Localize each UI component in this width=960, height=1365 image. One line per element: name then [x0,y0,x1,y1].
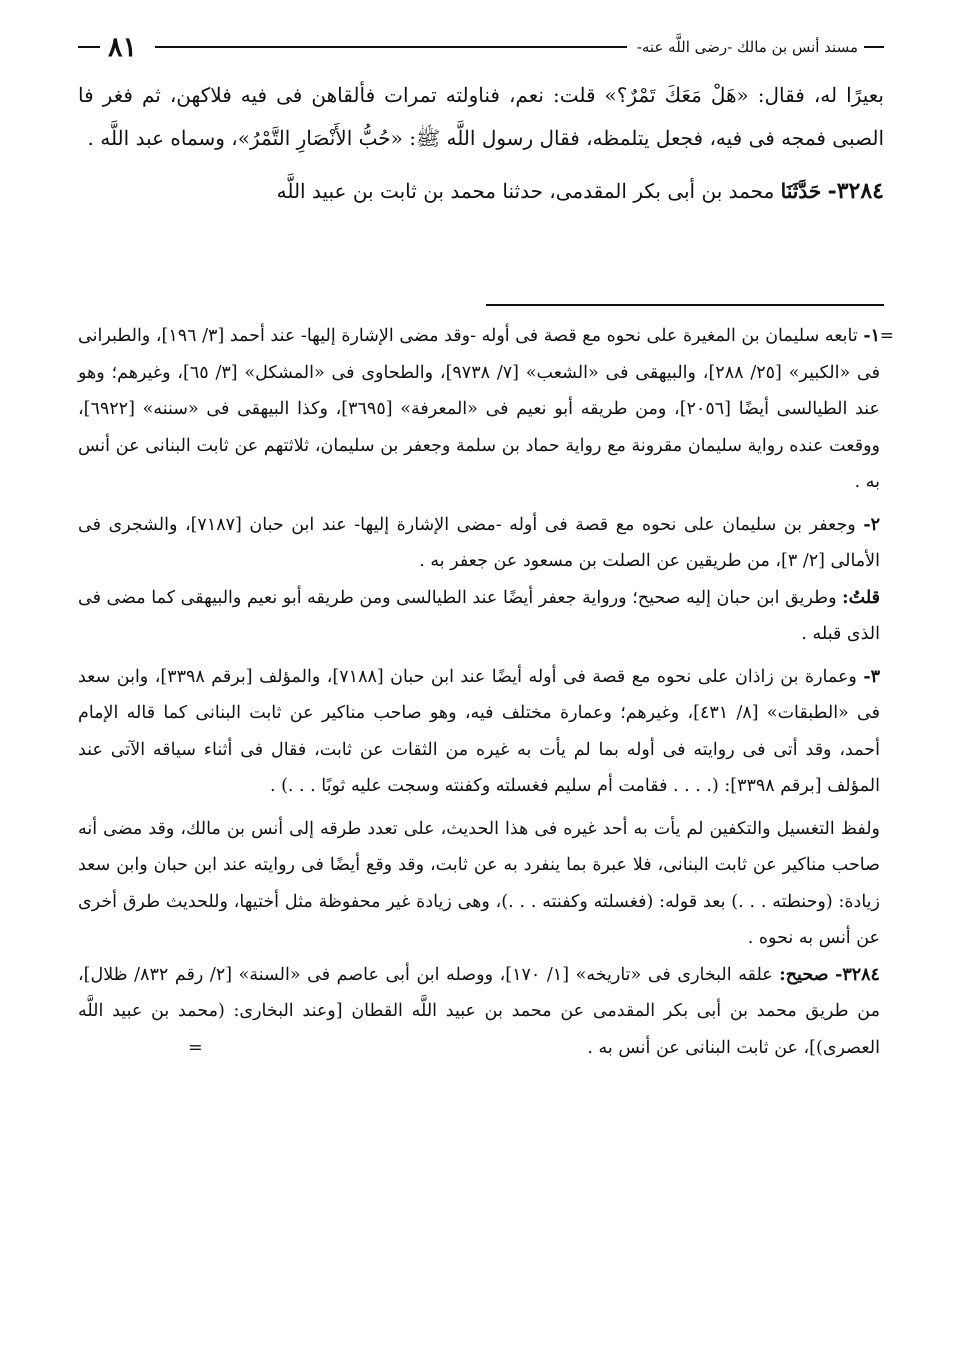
header-rule-right [864,46,884,48]
page-number: ٨١ [108,31,138,63]
hadith-line [78,170,884,213]
footnote-1 [78,318,880,501]
running-title: مسند أنس بن مالك -رضى اللَّه عنه- [636,38,858,56]
footnote-hadith-text: علقه البخارى فى «تاريخه» [١/ ١٧٠]، ووصله ابن أبى عاصم فى «السنة» [٢/ رقم ٨٣٢/ ظلال]، من طريق محمد بن أبى بكر المقدمى عن محمد بن عبيد اللَّه القطان [وعند البخارى: (محمد بن عبيد اللَّه العصرى)]، عن ثابت البنانى عن أنس به . [78,964,880,1058]
footnote-separator [486,304,884,306]
hadith-number: ٣٢٨٤- [827,178,884,204]
continuation-mark: = [879,326,894,346]
footnote-hadith [78,957,880,1067]
qult-label: قلتُ: [842,587,880,608]
footnote-3 [78,659,880,805]
qult-text: وطريق ابن حبان إليه صحيح؛ ورواية جعفر أيضًا عند الطيالسى ومن طريقه أبو نعيم والبيهقى كما مضى فى الذى قبله . [78,587,880,644]
grading-label: صحيح: [779,964,829,985]
footnote-2-text: وجعفر بن سليمان على نحوه مع قصة فى أوله -مضى الإشارة إليها- عند ابن حبان [٧١٨٧]، والشجرى فى الأمالى [٢/ ٣]، من طريقين عن الصلت بن مسعود عن جعفر به . [78,514,880,571]
footnote-2 [78,507,880,580]
footnote-paragraph-4: ولفظ التغسيل والتكفين لم يأت به أحد غيره فى هذا الحديث، على تعدد طرقه إلى أنس بن مالك، وقد مضى أنه صاحب مناكير عن ثابت البنانى، فلا عبرة بما ينفرد به عن ثابت، وقد وقع أيضًا فى روايته عند ابن حبان وابن سعد زيادة: (وحنطته . . .) بعد قوله: (فغسلته وكفنته . . .)، وهى زيادة غير محفوظة مثل أختيها، وللحديث طرق أخرى عن أنس به نحوه . [78,818,880,948]
hadith-text: محمد بن أبى بكر المقدمى، حدثنا محمد بن ثابت بن عبيد اللَّه [276,179,775,203]
hadith-keyword: حَدَّثَنَا [780,179,822,203]
header-rule [155,46,627,48]
footnote-hadith-number: ٣٢٨٤- [835,964,880,985]
footnote-qult [78,580,880,653]
footnote-3-number: ٣- [863,666,881,687]
footnote-3-text: وعمارة بن زاذان على نحوه مع قصة فى أوله أيضًا عند ابن حبان [٧١٨٨]، والمؤلف [برقم ٣٣٩٨]، وابن سعد فى «الطبقات» [٨/ ٤٣١]، وغيرهم؛ وعمارة مختلف فيه، وهو صاحب مناكير عن ثابت البنانى كما قاله الإمام أحمد، وقد أتى فى روايته فى أوله بما لم يأت به غيره من الثقات عن ثابت، فقال فى أثناء سياقه الآتى عند المؤلف [برقم ٣٣٩٨]: (. . . . فقامت أم سليم فغسلته وكفنته وسجت عليه ثوبًا . . .) . [78,666,880,796]
footnotes [78,318,894,1066]
footnote-1-text: تابعه سليمان بن المغيرة على نحوه مع قصة فى أوله -وقد مضى الإشارة إليها- عند أحمد [٣/ ١٩٦]، والطبرانى فى «الكبير» [٢٥/ ٢٨٨]، والبيهقى فى «الشعب» [٧/ ٩٧٣٨]، والطحاوى فى «المشكل» [٣/ ٦٥]، وغيرهم؛ وهو عند الطيالسى أيضًا [٢٠٥٦]، ومن طريقه أبو نعيم فى «المعرفة» [٣٦٩٥]، وكذا البيهقى فى «سننه» [٦٩٢٢]، ووقعت عنده رواية سليمان مقرونة مع رواية حماد بن سلمة وجعفر بن سليمان، ثلاثتهم عن ثابت البنانى عن أنس به . [78,326,881,492]
continuation-end-mark: = [188,1037,203,1058]
main-paragraph: بعيرًا له، فقال: «هَلْ مَعَكَ تَمْرٌ؟» قلت: نعم، فناولته تمرات فألقاهن فى فيه فلاكهن، ثم فغر فا الصبى فمجه فى فيه، فجعل يتلمظه، فقال رسول اللَّه ﷺ: «حُبُّ الأَنْصَارِ التَّمْرُ»، وسماه عبد اللَّه . [78,83,884,150]
running-header [78,30,884,64]
header-rule-left [78,46,100,48]
footnote-2-number: ٢- [863,514,880,535]
main-text [78,74,884,213]
footnote-1-number: ١- [863,326,880,346]
